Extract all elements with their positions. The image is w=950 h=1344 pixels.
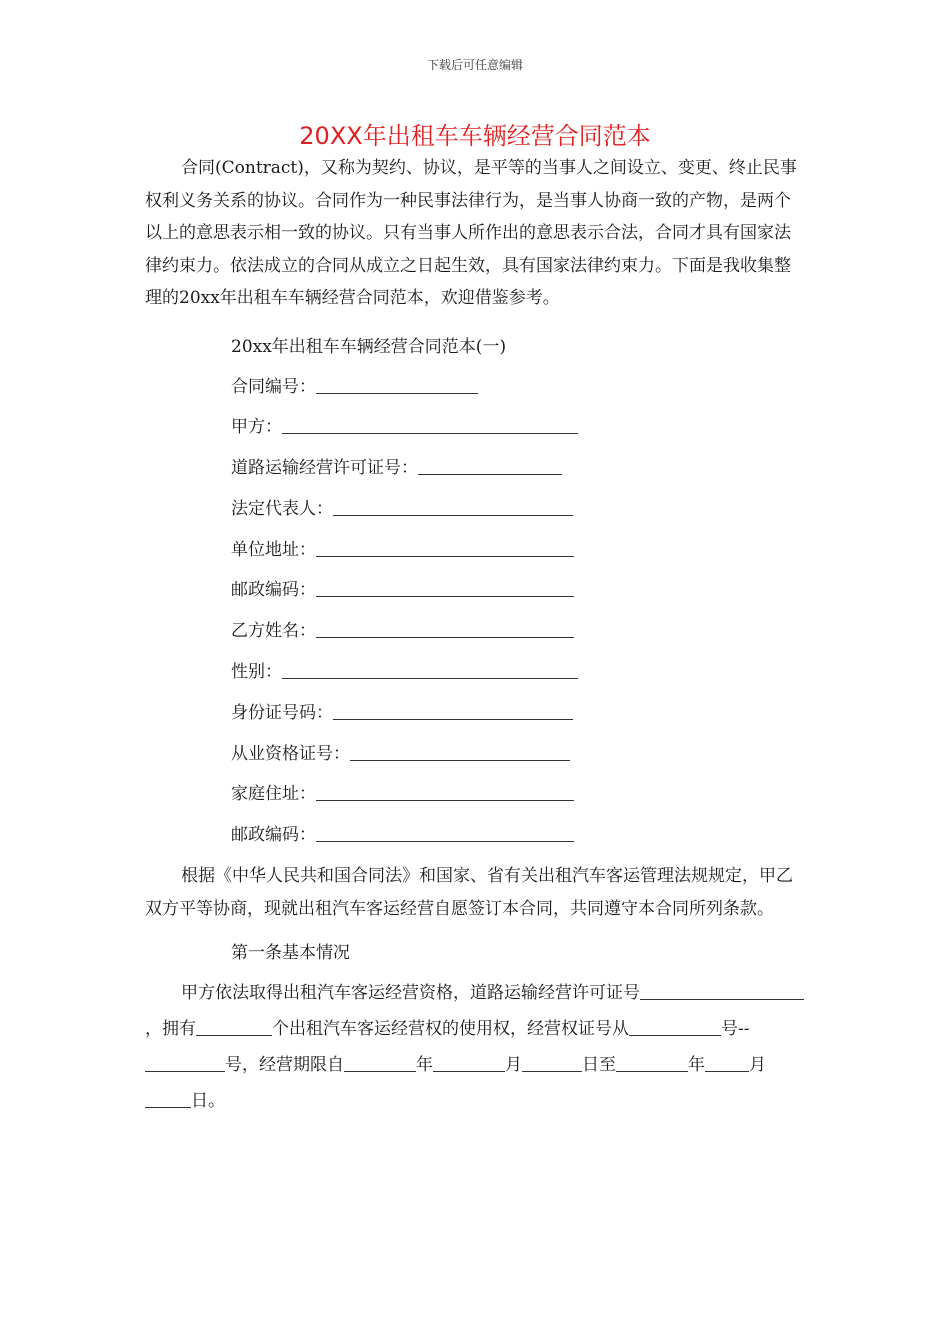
field-party-b-name xyxy=(145,611,805,652)
article-text: 日至 xyxy=(582,1055,616,1076)
field-postal-code-b xyxy=(145,815,805,856)
header-note: 下载后可任意编辑 xyxy=(426,58,523,72)
fill-blank[interactable] xyxy=(333,699,573,720)
field-qualification-number xyxy=(145,734,805,775)
fill-blank[interactable] xyxy=(316,617,574,638)
field-postal-code-a xyxy=(145,570,805,611)
field-label: 从业资格证号： xyxy=(231,743,350,764)
document-title: 20XX年出租车车辆经营合同范本 xyxy=(299,122,651,150)
article-text: 甲方依法取得出租汽车客运经营资格，道路运输经营许可证号 xyxy=(181,983,640,1004)
basis-paragraph: 根据《中华人民共和国合同法》和国家、省有关出租汽车客运管理法规规定，甲乙双方平等协商，现就出租汽车客运经营自愿签订本合同，共同遵守本合同所列条款。 xyxy=(145,866,793,919)
article-text: 年 xyxy=(416,1055,433,1076)
field-label: 单位地址： xyxy=(231,539,316,560)
fill-blank[interactable] xyxy=(316,821,574,842)
article-text: 日。 xyxy=(191,1091,225,1112)
fill-blank[interactable] xyxy=(145,1051,225,1072)
article-text: ，拥有 xyxy=(145,1019,196,1040)
fill-blank[interactable] xyxy=(145,1087,191,1108)
article-text: 个出租汽车客运经营权的使用权，经营权证号从 xyxy=(272,1019,629,1040)
field-home-address xyxy=(145,774,805,815)
field-party-a xyxy=(145,407,805,448)
field-company-address xyxy=(145,530,805,571)
fill-blank[interactable] xyxy=(333,495,573,516)
field-label: 合同编号： xyxy=(231,376,316,397)
fill-blank[interactable] xyxy=(522,1051,582,1072)
field-label: 甲方： xyxy=(231,417,282,438)
fill-blank[interactable] xyxy=(282,413,578,434)
field-label: 法定代表人： xyxy=(231,498,333,519)
fill-blank[interactable] xyxy=(433,1051,505,1072)
fill-blank[interactable] xyxy=(316,780,574,801)
fill-blank[interactable] xyxy=(629,1015,721,1036)
article-text: 号-- xyxy=(721,1019,750,1040)
article-text: 月 xyxy=(749,1055,766,1076)
field-label: 邮政编码： xyxy=(231,825,316,846)
article-text: 号，经营期限自 xyxy=(225,1055,344,1076)
contract-fields xyxy=(145,367,805,857)
article-1-title: 第一条基本情况 xyxy=(231,943,350,964)
field-label: 性别： xyxy=(231,662,282,683)
field-label: 道路运输经营许可证号： xyxy=(231,458,418,479)
fill-blank[interactable] xyxy=(196,1015,272,1036)
article-text: 月 xyxy=(505,1055,522,1076)
fill-blank[interactable] xyxy=(316,536,574,557)
fill-blank[interactable] xyxy=(282,658,578,679)
fill-blank[interactable] xyxy=(640,979,696,1000)
fill-blank[interactable] xyxy=(616,1051,688,1072)
fill-blank[interactable] xyxy=(350,740,570,761)
field-contract-number xyxy=(145,367,805,408)
field-label: 邮政编码： xyxy=(231,580,316,601)
field-label: 家庭住址： xyxy=(231,784,316,805)
fill-blank[interactable] xyxy=(705,1051,749,1072)
field-label: 乙方姓名： xyxy=(231,621,316,642)
field-transport-license xyxy=(145,448,805,489)
document-body xyxy=(145,152,805,1119)
fill-blank[interactable] xyxy=(316,576,574,597)
fill-blank[interactable] xyxy=(316,373,478,394)
fill-blank[interactable] xyxy=(344,1051,416,1072)
field-id-number xyxy=(145,693,805,734)
article-1-paragraph xyxy=(145,975,805,1119)
fill-blank[interactable] xyxy=(696,979,804,1000)
field-gender xyxy=(145,652,805,693)
fill-blank[interactable] xyxy=(418,454,562,475)
intro-paragraph: 合同(Contract)，又称为契约、协议，是平等的当事人之间设立、变更、终止民事权利义务关系的协议。合同作为一种民事法律行为，是当事人协商一致的产物，是两个以上的意思表示相一致的协议。只有当事人所作出的意思表示合法，合同才具有国家法律约束力。依法成立的合同从成立之日起生效，具有国家法律约束力。下面是我收集整理的20xx年出租车车辆经营合同范本，欢迎借鉴参考。 xyxy=(145,158,797,308)
section-title: 20xx年出租车车辆经营合同范本(一) xyxy=(231,336,507,357)
field-legal-representative xyxy=(145,489,805,530)
field-label: 身份证号码： xyxy=(231,702,333,723)
article-text: 年 xyxy=(688,1055,705,1076)
